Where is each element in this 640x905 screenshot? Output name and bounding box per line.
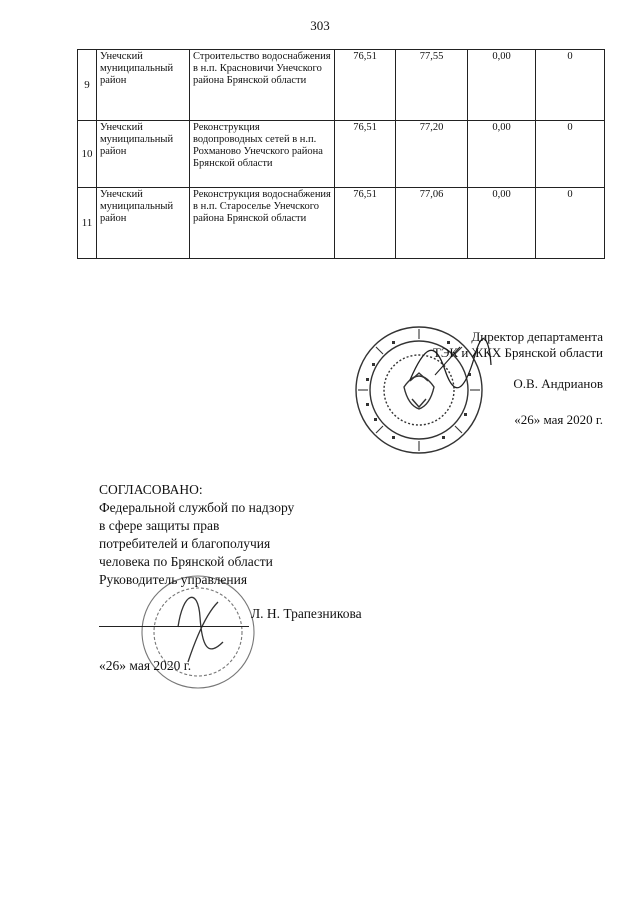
agency-seal-icon [138,572,258,692]
district-cell: Унечский муниципальный район [97,121,190,188]
value-cell: 76,51 [335,50,396,121]
value-cell: 0 [536,188,605,259]
value-cell: 76,51 [335,121,396,188]
approver-name: Л. Н. Трапезникова [251,606,362,621]
district-cell: Унечский муниципальный район [97,50,190,121]
table-row [78,121,605,188]
row-number: 9 [78,50,97,121]
approval-line: потребителей и благополучия [99,536,271,551]
row-number: 11 [78,188,97,259]
value-cell: 0,00 [468,188,536,259]
approval-line: в сфере защиты прав [99,518,220,533]
approval-heading: СОГЛАСОВАНО: [99,482,203,497]
table-row [78,188,605,259]
director-date: «26» мая 2020 г. [514,412,603,427]
approval-line: человека по Брянской области [99,554,273,569]
approval-line: Федеральной службой по надзору [99,500,295,515]
approval-line: Руководитель управления [99,572,248,587]
value-cell: 77,55 [396,50,468,121]
value-cell: 76,51 [335,188,396,259]
description-cell: Реконструкция водопроводных сетей в н.п. Рохманово Унечского района Брянской области [190,121,335,188]
description-cell: Реконструкция водоснабжения в н.п. Староселье Унечского района Брянской области [190,188,335,259]
value-cell: 77,06 [396,188,468,259]
approval-block [99,481,294,589]
director-title: Директор департамента [471,329,603,344]
value-cell: 77,20 [396,121,468,188]
table-row [78,50,605,121]
row-number: 10 [78,121,97,188]
page-number: 303 [310,18,330,33]
value-cell: 0 [536,50,605,121]
value-cell: 0,00 [468,121,536,188]
value-cell: 0 [536,121,605,188]
director-organization: ТЭК и ЖКХ Брянской области [432,345,603,360]
value-cell: 0,00 [468,50,536,121]
approval-date: «26» мая 2020 г. [99,658,192,673]
signature-line [99,626,249,627]
description-cell: Строительство водоснабжения в н.п. Красновичи Унечского района Брянской области [190,50,335,121]
district-cell: Унечский муниципальный район [97,188,190,259]
data-table [77,49,605,259]
director-name: О.В. Андрианов [513,376,603,391]
